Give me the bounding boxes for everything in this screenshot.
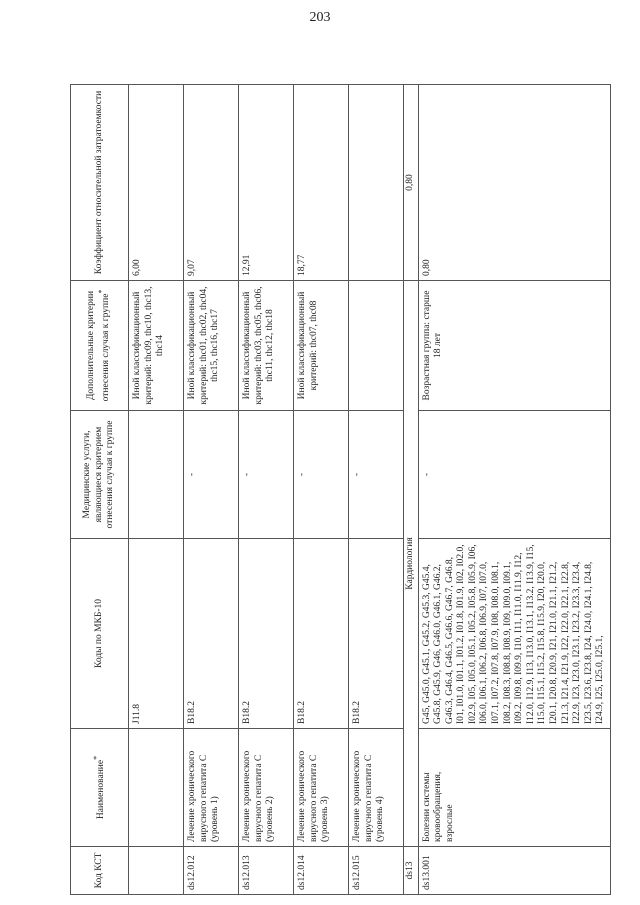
cell-name — [129, 729, 184, 847]
cell-criteria — [349, 281, 404, 411]
table-header-row — [71, 85, 129, 895]
cell-criteria: Иной классификационный критерий: thc09, thc10, thc13, thc14 — [129, 281, 184, 411]
cell-criteria: Возрастная группа: старше 18 лет — [418, 281, 610, 411]
table-row — [349, 85, 404, 895]
rotated-table-container — [70, 85, 606, 895]
header-services: Медицинские услуги, являющиеся критерием отнесения случая к группе — [71, 411, 129, 539]
cell-mkb: G45, G45.0, G45.1, G45.2, G45.3, G45.4, G45.8, G45.9, G46, G46.0, G46.1, G46.2, G46.3, G46.4, G46.5, G46.6, G46.7, G46.8, I01, I01.0, I01.1, I01.2, I01.8, I01.9, I02, I02.0, I02.9, I05, I05.0, I05.1, I05.2, I05.8, I05.9, I06, I06.0, I06.1, I06.2, I06.8, I06.9, I07, I07.0, I07.1, I07.2, I07.8, I07.9, I08, I08.0, I08.1, I08.2, I08.3, I08.8, I08.9, I09, I09.0, I09.1, I09.2, I09.8, I09.9, I10, I11, I11.0, I11.9, I12, I12.0, I12.9, I13, I13.0, I13.1, I13.2, I13.9, I15, I15.0, I15.1, I15.2, I15.8, I15.9, I20, I20.0, I20.1, I20.8, I20.9, I21, I21.0, I21.1, I21.2, I21.3, I21.4, I21.9, I22, I22.0, I22.1, I22.8, I22.9, I23, I23.0, I23.1, I23.2, I23.3, I23.4, I23.5, I23.6, I23.8, I24, I24.0, I24.1, I24.8, I24.9, I25, I25.0, I25.1, — [418, 539, 610, 729]
cell-coef — [349, 85, 404, 281]
section-title: Кардиология — [404, 281, 419, 847]
kst-table — [70, 84, 611, 895]
table-row — [129, 85, 184, 895]
cell-mkb: В18.2 — [294, 539, 349, 729]
cell-code: ds13.001 — [418, 847, 610, 895]
table-row — [239, 85, 294, 895]
header-code: Код КСТ — [71, 847, 129, 895]
header-mkb: Коды по МКБ-10 — [71, 539, 129, 729]
section-row — [404, 85, 419, 895]
cell-coef: 6,00 — [129, 85, 184, 281]
cell-criteria: Иной классификационный критерий: thc01, thc02, thc04, thc15, thc16, thc17 — [184, 281, 239, 411]
cell-coef: 18,77 — [294, 85, 349, 281]
header-name: Наименование* — [71, 729, 129, 847]
table-row — [294, 85, 349, 895]
section-coef: 0,80 — [404, 85, 419, 281]
cell-criteria: Иной классификационный критерий: thc03, thc05, thc06, thc11, thc12, thc18 — [239, 281, 294, 411]
cell-code: ds12.014 — [294, 847, 349, 895]
cell-services: - — [239, 411, 294, 539]
cell-code: ds12.012 — [184, 847, 239, 895]
section-code: ds13 — [404, 847, 419, 895]
header-coef: Коэффициент относительной затратоемкости — [71, 85, 129, 281]
cell-code: ds12.013 — [239, 847, 294, 895]
cell-mkb: В18.2 — [349, 539, 404, 729]
cell-name: Болезни системы кровообращения, взрослые — [418, 729, 610, 847]
cell-name: Лечение хронического вирусного гепатита С (уровень 2) — [239, 729, 294, 847]
cell-code — [129, 847, 184, 895]
cell-code: ds12.015 — [349, 847, 404, 895]
cell-mkb: В18.2 — [239, 539, 294, 729]
cell-coef: 12,91 — [239, 85, 294, 281]
cell-coef: 0,80 — [418, 85, 610, 281]
cell-criteria: Иной классификационный критерий: thc07, thc08 — [294, 281, 349, 411]
cell-services: - — [184, 411, 239, 539]
cell-name: Лечение хронического вирусного гепатита С (уровень 4) — [349, 729, 404, 847]
table-row — [184, 85, 239, 895]
header-criteria: Дополнительные критерии отнесения случая к группе* — [71, 281, 129, 411]
cell-services: - — [349, 411, 404, 539]
cell-services: - — [294, 411, 349, 539]
cell-coef: 9,07 — [184, 85, 239, 281]
cell-mkb: В18.2 — [184, 539, 239, 729]
cell-mkb: J11.8 — [129, 539, 184, 729]
cell-services — [129, 411, 184, 539]
cell-name: Лечение хронического вирусного гепатита С (уровень 1) — [184, 729, 239, 847]
table-row — [418, 85, 610, 895]
cell-services: - — [418, 411, 610, 539]
page-number: 203 — [309, 10, 331, 25]
cell-name: Лечение хронического вирусного гепатита С (уровень 3) — [294, 729, 349, 847]
